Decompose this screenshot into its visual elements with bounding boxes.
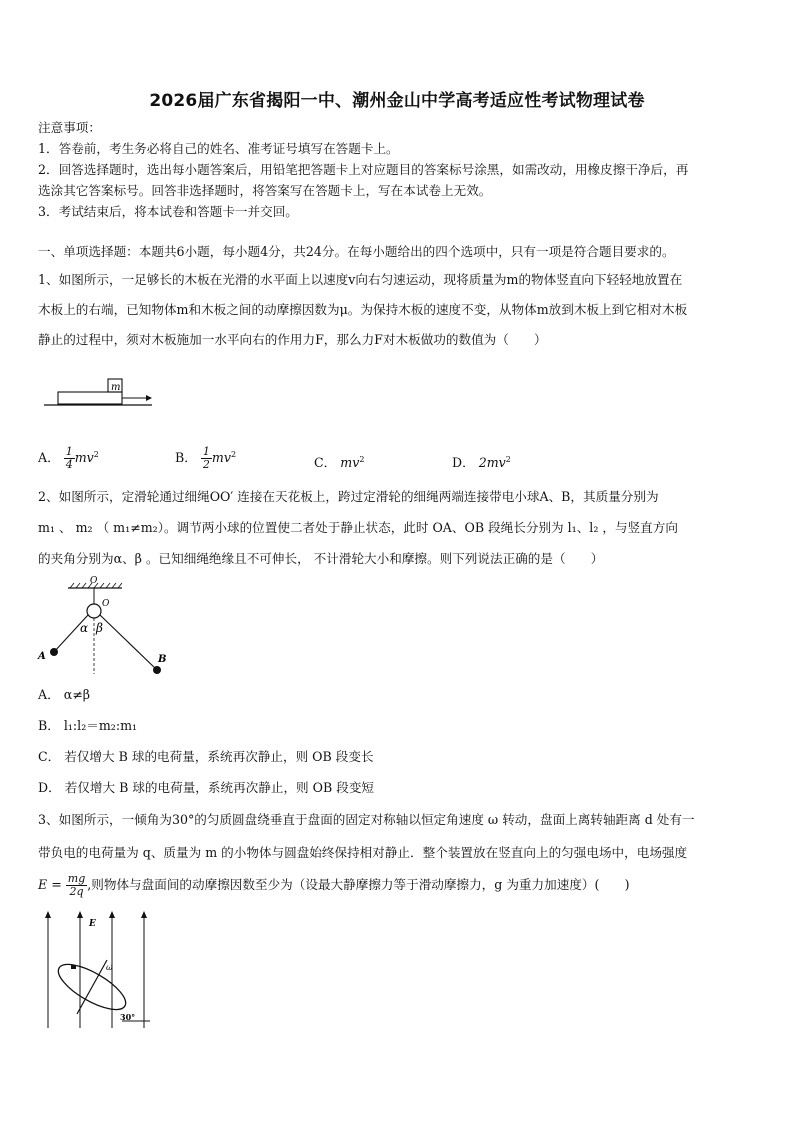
ball-a (50, 648, 58, 656)
eq-num: mg (67, 872, 86, 885)
option-label: D． (452, 455, 475, 471)
fraction (64, 446, 75, 471)
option-math: mv (340, 455, 360, 471)
option-math: 2mv (478, 455, 506, 471)
omega-label: ω (106, 963, 113, 972)
q3-text-with-equation (38, 873, 760, 898)
fraction-den: 4 (65, 458, 73, 471)
q2-option-c[interactable]: C． 若仅增大 B 球的电荷量，系统再次静止，则 OB 段变长 (38, 749, 374, 764)
q3-text-rest: ,则物体与盘面间的动摩擦因数至少为（设最大静摩擦力等于滑动摩擦力，g 为重力加速度）( ) (87, 877, 630, 892)
option-label: B． (175, 450, 197, 465)
block-label: m (111, 382, 121, 393)
q2-option-a[interactable]: A． α≠β (38, 687, 91, 702)
fraction-num: 1 (65, 445, 73, 458)
angle-label: 30° (120, 1012, 136, 1022)
eq-den: 2q (69, 885, 84, 898)
q1-option-d[interactable] (452, 452, 511, 471)
section-heading: 一、单项选择题：本题共6小题，每小题4分，共24分。在每小题给出的四个选项中，只有一项是符合题目要求的。 (38, 244, 675, 259)
q3-figure (36, 910, 156, 1032)
field-label: E (89, 919, 96, 929)
q1-option-c[interactable] (314, 452, 364, 471)
point-o-pulley: O (102, 599, 110, 609)
board-rect (58, 392, 122, 404)
notice-item: 3．考试结束后，将本试卷和答题卡一并交回。 (38, 204, 298, 219)
rotation-axis (77, 960, 107, 1014)
option-label: C． (314, 455, 337, 471)
point-o-top: O (90, 576, 98, 586)
pulley-circle (87, 604, 101, 618)
q2-figure (36, 574, 176, 680)
notice-item: 2．回答选择题时，选出每小题答案后，用铅笔把答题卡上对应题目的答案标号涂黑，如需改动，用橡皮擦干净后，再 (38, 162, 689, 177)
velocity-arrowhead (146, 395, 152, 401)
ball-b (153, 666, 161, 674)
q1-option-b[interactable] (175, 446, 236, 471)
q2-option-b[interactable]: B． l₁:l₂＝m₂:m₁ (38, 718, 138, 733)
superscript: 2 (505, 455, 511, 464)
option-label: A． (38, 450, 60, 465)
label-b: B (158, 654, 167, 665)
q2-option-d[interactable]: D． 若仅增大 B 球的电荷量，系统再次静止，则 OB 段变短 (38, 780, 375, 795)
q1-figure (40, 372, 160, 412)
q1-text: 1、如图所示，一足够长的木板在光滑的水平面上以速度v向右匀速运动，现将质量为m的物体竖直向下轻轻地放置在 (38, 272, 683, 287)
page-title: 2026届广东省揭阳一中、潮州金山中学高考适应性考试物理试卷 (149, 91, 645, 111)
small-object (71, 965, 76, 969)
option-math: mv (74, 450, 94, 465)
fraction (201, 446, 212, 471)
label-a: A (38, 651, 46, 662)
superscript: 2 (93, 449, 99, 459)
field-arrowheads (45, 911, 147, 918)
q3-text: 3、如图所示，一倾角为30°的匀质圆盘绕垂直于盘面的固定对称轴以恒定角速度 ω 转动，盘面上离转轴距离 d 处有一 (38, 812, 695, 827)
fraction-den: 2 (202, 458, 210, 471)
q3-text: 带负电的电荷量为 q、质量为 m 的小物体与圆盘始终保持相对静止．整个装置放在竖直向上的匀强电场中，电场强度 (38, 845, 688, 860)
rope-ob (100, 615, 157, 670)
superscript: 2 (359, 455, 365, 464)
q2-text: 的夹角分别为α、β 。已知细绳绝缘且不可伸长， 不计滑轮大小和摩擦。则下列说法正确的是（ ） (38, 551, 604, 566)
fraction-num: 1 (202, 445, 210, 458)
angle-alpha: α (80, 621, 89, 635)
superscript: 2 (230, 449, 237, 459)
notice-item: 选涂其它答案标号。回答非选择题时，将答案写在答题卡上，写在本试卷上无效。 (38, 183, 492, 198)
notice-item: 1．答卷前，考生务必将自己的姓名、准考证号填写在答题卡上。 (38, 141, 399, 156)
q2-text: m₁ 、 m₂ （ m₁≠m₂）。调节两小球的位置使二者处于静止状态，此时 OA、OB 段绳长分别为 l₁、l₂ ，与竖直方向 (38, 520, 678, 535)
q1-text: 静止的过程中，须对木板施加一水平向右的作用力F，那么力F对木板做功的数值为（ ） (38, 332, 547, 347)
q1-text: 木板上的右端，已知物体m和木板之间的动摩擦因数为μ。为保持木板的速度不变，从物体m放到木板上到它相对木板 (38, 302, 688, 317)
angle-beta: β (96, 621, 103, 635)
eq-lhs: E = (38, 877, 62, 892)
notice-heading: 注意事项： (38, 120, 101, 135)
eq-fraction (66, 873, 87, 898)
option-math: mv (211, 450, 231, 465)
q2-text: 2、如图所示，定滑轮通过细绳OO′ 连接在天花板上，跨过定滑轮的细绳两端连接带电小球A、B，其质量分别为 (38, 489, 659, 504)
q1-option-a[interactable] (38, 446, 99, 471)
